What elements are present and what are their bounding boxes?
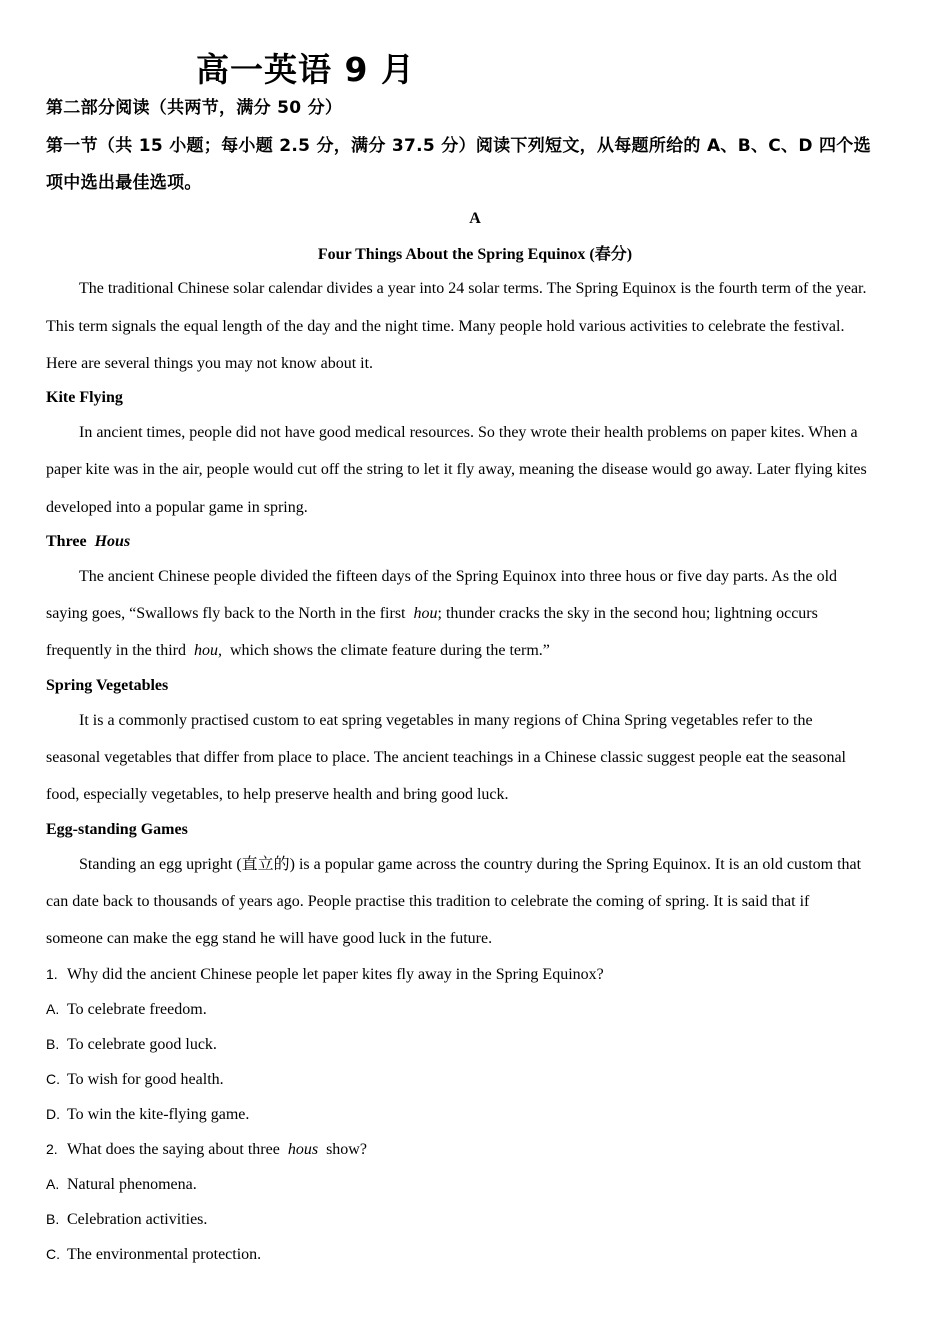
option-text: To win the kite-flying game. xyxy=(67,1106,250,1123)
question-1 xyxy=(46,962,604,987)
option-letter: C. xyxy=(46,1071,60,1087)
part-heading: 第二部分阅读（共两节，满分 50 分） xyxy=(46,98,343,118)
egg-paragraph-line: Standing an egg upright (直立的) is a popular game across the country during the Spring Equinox. It is an old custom that xyxy=(79,856,862,873)
option-text: To celebrate good luck. xyxy=(67,1036,217,1053)
hous-paragraph-line xyxy=(46,639,550,663)
option-text: The environmental protection. xyxy=(67,1246,262,1263)
option-letter: C. xyxy=(46,1246,60,1262)
vegetables-paragraph-line: food, especially vegetables, to help preserve health and bring good luck. xyxy=(46,786,509,803)
option-letter: A. xyxy=(46,1001,60,1017)
question-number: 1. xyxy=(46,966,58,982)
hous-text: ; thunder cracks the sky in the second hou; lightning occurs xyxy=(437,605,818,622)
hous-text: frequently in the third xyxy=(46,642,186,659)
section-instructions-line-2: 项中选出最佳选项。 xyxy=(46,173,202,193)
three-hous-heading-word: Three xyxy=(46,533,87,550)
option-text: Celebration activities. xyxy=(67,1211,208,1228)
question-number: 2. xyxy=(46,1141,58,1157)
answer-option[interactable] xyxy=(46,1067,224,1092)
three-hous-heading-italic: Hous xyxy=(94,533,131,550)
answer-option[interactable] xyxy=(46,997,207,1022)
intro-line: This term signals the equal length of the day and the night time. Many people hold various activities to celebrate the festival. xyxy=(46,318,845,335)
hous-paragraph-line: The ancient Chinese people divided the fifteen days of the Spring Equinox into three hous or five day parts. As the old xyxy=(79,568,838,585)
question-text: Why did the ancient Chinese people let paper kites fly away in the Spring Equinox? xyxy=(67,966,604,983)
answer-option[interactable] xyxy=(46,1102,249,1127)
intro-line: Here are several things you may not know about it. xyxy=(46,355,374,372)
kite-paragraph-line: In ancient times, people did not have good medical resources. So they wrote their health problems on paper kites. When a xyxy=(79,424,858,441)
question-text: show? xyxy=(326,1141,367,1158)
section-instructions-line-1: 第一节（共 15 小题；每小题 2.5 分，满分 37.5 分）阅读下列短文，从每题所给的 A、B、C、D 四个选 xyxy=(46,136,871,156)
passage-letter: A xyxy=(469,210,481,227)
vegetables-paragraph-line: It is a commonly practised custom to eat spring vegetables in many regions of China Spring vegetables refer to the xyxy=(79,712,813,729)
passage-title: Four Things About the Spring Equinox (春分) xyxy=(317,246,633,263)
answer-option[interactable] xyxy=(46,1032,217,1057)
kite-paragraph-line: paper kite was in the air, people would cut off the string to let it fly away, meaning the disease would go away. Later flying kites xyxy=(46,461,867,478)
vegetables-paragraph-line: seasonal vegetables that differ from place to place. The ancient teachings in a Chinese classic suggest people eat the seasonal xyxy=(46,749,846,766)
hou-italic: hou xyxy=(413,605,438,622)
answer-option[interactable] xyxy=(46,1207,207,1232)
spring-vegetables-heading: Spring Vegetables xyxy=(46,677,169,694)
egg-paragraph-line: can date back to thousands of years ago. People practise this tradition to celebrate the coming of spring. It is said that if xyxy=(46,893,810,910)
hous-paragraph-line xyxy=(46,602,818,626)
hous-text: saying goes, “Swallows fly back to the North in the first xyxy=(46,605,406,622)
intro-line: The traditional Chinese solar calendar divides a year into 24 solar terms. The Spring Equinox is the fourth term of the year. xyxy=(79,280,867,297)
option-letter: A. xyxy=(46,1176,60,1192)
question-text: What does the saying about three xyxy=(67,1141,280,1158)
kite-paragraph-line: developed into a popular game in spring. xyxy=(46,499,308,516)
answer-option[interactable] xyxy=(46,1242,261,1267)
kite-flying-heading: Kite Flying xyxy=(46,389,123,406)
question-italic: hous xyxy=(287,1141,319,1158)
option-text: Natural phenomena. xyxy=(67,1176,197,1193)
hou-italic: hou, xyxy=(193,642,222,659)
option-letter: D. xyxy=(46,1106,60,1122)
option-letter: B. xyxy=(46,1036,60,1052)
egg-standing-heading: Egg-standing Games xyxy=(46,821,188,838)
three-hous-heading xyxy=(46,530,130,554)
egg-paragraph-line: someone can make the egg stand he will have good luck in the future. xyxy=(46,930,493,947)
answer-option[interactable] xyxy=(46,1172,197,1197)
option-text: To celebrate freedom. xyxy=(67,1001,207,1018)
question-2 xyxy=(46,1137,367,1162)
hous-text: which shows the climate feature during the term.” xyxy=(229,642,550,659)
exam-title: 高一英语 9 月 xyxy=(196,50,415,89)
option-text: To wish for good health. xyxy=(67,1071,224,1088)
option-letter: B. xyxy=(46,1211,60,1227)
